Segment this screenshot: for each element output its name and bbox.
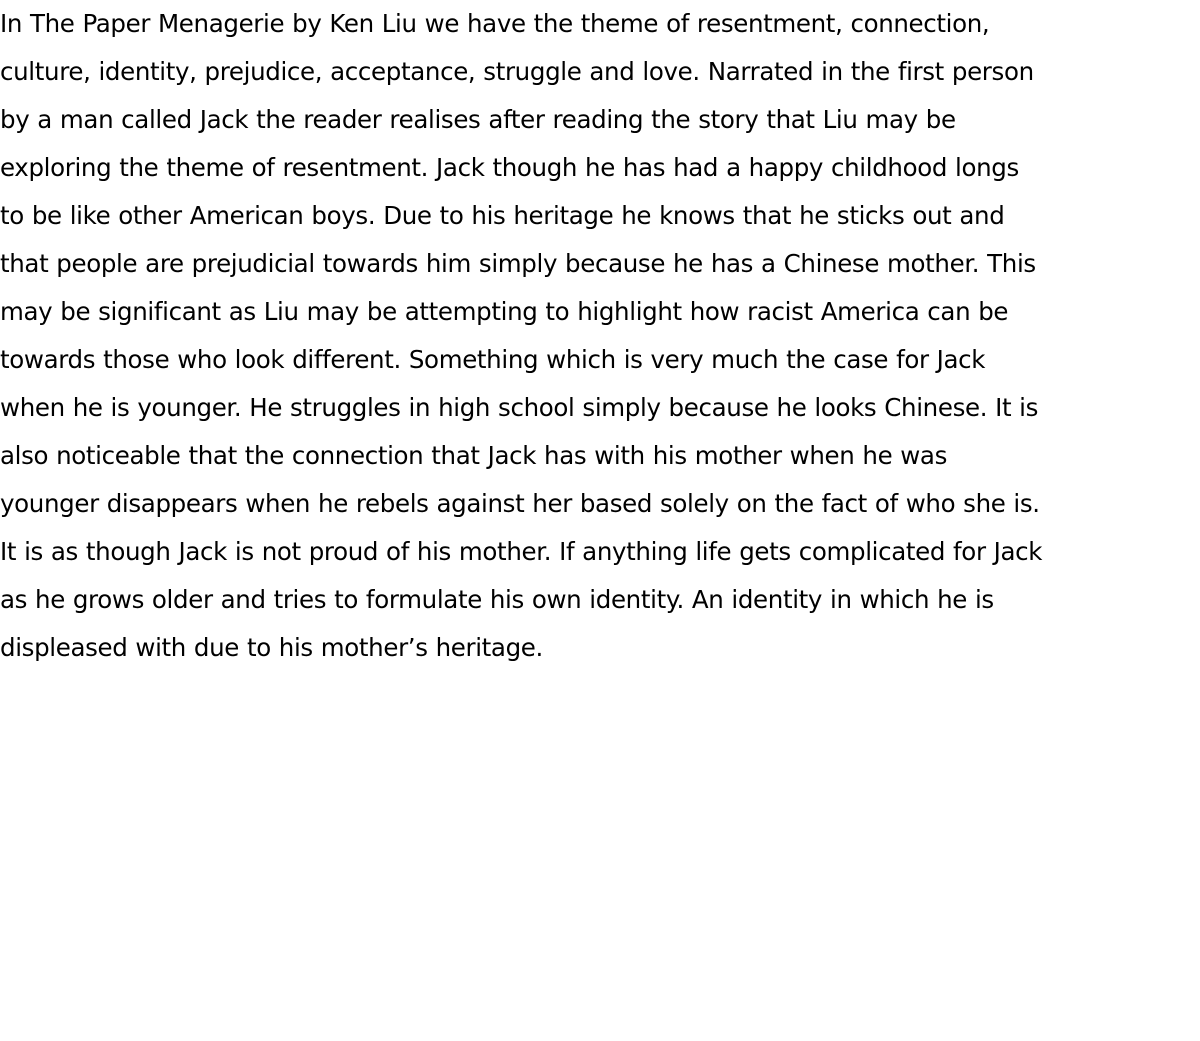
paragraph-line-5: to be like other American boys. Due to his heritage he knows that he sticks out and xyxy=(0,201,1005,230)
paragraph-line-6: that people are prejudicial towards him simply because he has a Chinese mother. This xyxy=(0,249,1036,278)
paragraph-line-9: when he is younger. He struggles in high school simply because he looks Chinese. It is xyxy=(0,393,1039,422)
paragraph-line-1: In The Paper Menagerie by Ken Liu we have the theme of resentment, connection, xyxy=(0,9,990,38)
paragraph-line-12: It is as though Jack is not proud of his mother. If anything life gets complicated for Jack xyxy=(0,537,1043,566)
paragraph-line-8: towards those who look different. Something which is very much the case for Jack xyxy=(0,345,986,374)
paragraph-line-14: displeased with due to his mother’s heritage. xyxy=(0,633,543,662)
paragraph-line-7: may be significant as Liu may be attempting to highlight how racist America can be xyxy=(0,297,1009,326)
paragraph-line-10: also noticeable that the connection that Jack has with his mother when he was xyxy=(0,441,947,470)
paragraph-line-2: culture, identity, prejudice, acceptance, struggle and love. Narrated in the first person xyxy=(0,57,1034,86)
paragraph-line-13: as he grows older and tries to formulate his own identity. An identity in which he is xyxy=(0,585,994,614)
paragraph-line-3: by a man called Jack the reader realises after reading the story that Liu may be xyxy=(0,105,956,134)
paragraph-line-4: exploring the theme of resentment. Jack though he has had a happy childhood longs xyxy=(0,153,1019,182)
paragraph-line-11: younger disappears when he rebels against her based solely on the fact of who she is. xyxy=(0,489,1040,518)
